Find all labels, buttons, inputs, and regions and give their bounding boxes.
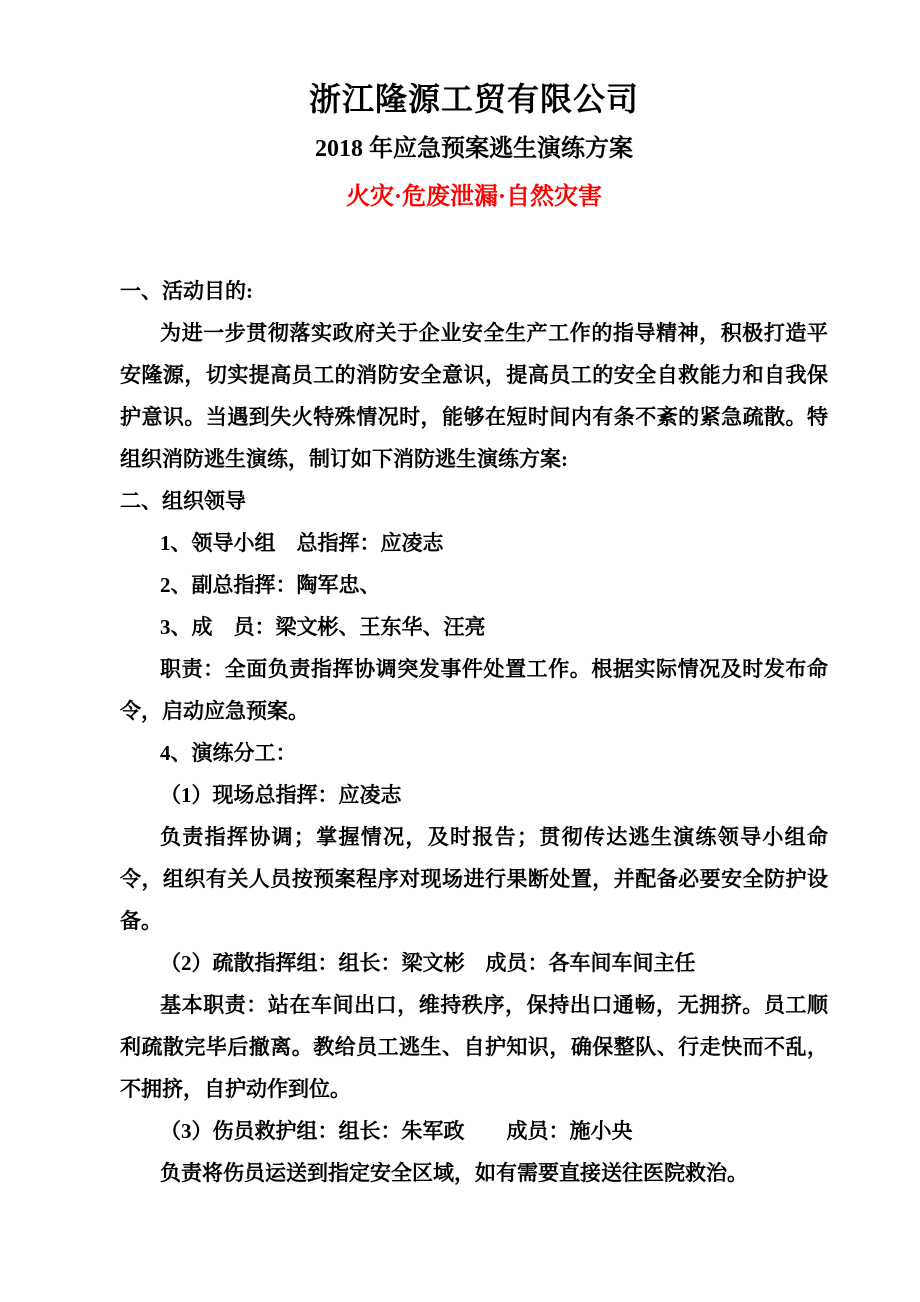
item-members: 3、成 员：梁文彬、王东华、汪亮 (160, 615, 486, 639)
item-deputy-commander: 2、副总指挥：陶军忠、 (160, 573, 381, 597)
para-group-duties: 职责：全面负责指挥协调突发事件处置工作。根据实际情况及时发布命令，启动应急预案。 (120, 657, 828, 723)
document-subtitle: 2018 年应急预案逃生演练方案 (315, 136, 633, 162)
para-rescue-duties: 负责将伤员运送到指定安全区域，如有需要直接送往医院救治。 (160, 1161, 748, 1185)
document-body (120, 270, 828, 1194)
para-purpose-body: 为进一步贯彻落实政府关于企业安全生产工作的指导精神，积极打造平安隆源，切实提高员工的消防安全意识，提高员工的安全自救能力和自我保护意识。当遇到失火特殊情况时，能够在短时间内有条不紊的紧急疏散。特组织消防逃生演练，制订如下消防逃生演练方案: (120, 321, 828, 471)
item-site-commander: （1）现场总指挥：应凌志 (160, 783, 402, 807)
document-tagline: 火灾·危废泄漏·自然灾害 (345, 184, 602, 210)
para-evacuation-duties: 基本职责：站在车间出口，维持秩序，保持出口通畅，无拥挤。员工顺利疏散完毕后撤离。教给员工逃生、自护知识，确保整队、行走快而不乱，不拥挤，自护动作到位。 (120, 993, 828, 1101)
item-evacuation-group: （2）疏散指挥组：组长：梁文彬 成员：各车间车间主任 (160, 951, 696, 975)
item-drill-division: 4、演练分工： (160, 741, 297, 765)
heading-organization: 二、组织领导 (120, 489, 246, 513)
item-leading-group: 1、领导小组 总指挥：应凌志 (160, 531, 444, 555)
document-title: 浙江隆源工贸有限公司 (308, 81, 639, 117)
heading-activity-purpose: 一、活动目的: (120, 279, 253, 303)
para-site-commander-duties: 负责指挥协调；掌握情况，及时报告；贯彻传达逃生演练领导小组命令，组织有关人员按预案程序对现场进行果断处置，并配备必要安全防护设备。 (120, 825, 828, 933)
item-rescue-group: （3）伤员救护组：组长：朱军政 成员：施小央 (160, 1119, 633, 1143)
document-header (120, 78, 828, 214)
